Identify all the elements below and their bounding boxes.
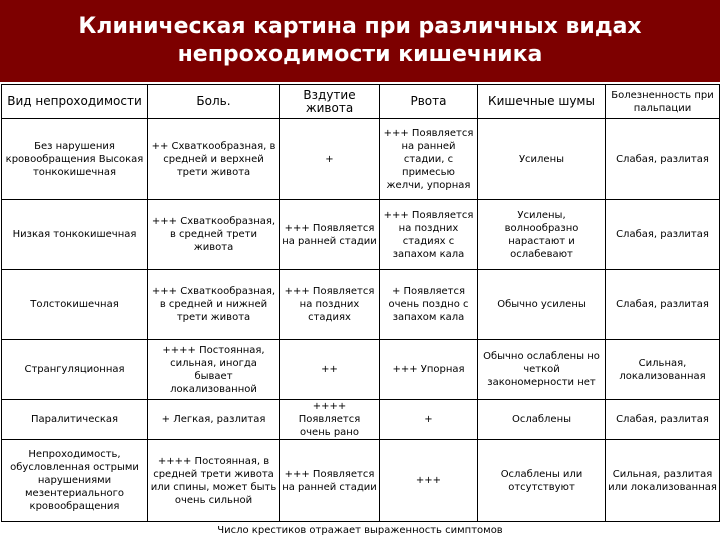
cell-type: Непроходимость, обусловленная острыми нарушениями мезентериального кровообращения bbox=[2, 440, 148, 522]
cell-bowel-sounds: Усилены, волнообразно нарастают и ослабевают bbox=[478, 200, 606, 270]
footnote: Число крестиков отражает выраженность симптомов bbox=[217, 525, 503, 536]
cell-bowel-sounds: Обычно ослаблены но четкой закономерности нет bbox=[478, 340, 606, 400]
symptoms-table bbox=[1, 84, 720, 522]
column-header-bowel-sounds: Кишечные шумы bbox=[478, 85, 606, 119]
cell-vomiting: + bbox=[380, 400, 478, 440]
table-row bbox=[2, 400, 720, 440]
cell-bowel-sounds: Ослаблены bbox=[478, 400, 606, 440]
cell-pain: ++ Схваткообразная, в средней и верхней трети живота bbox=[148, 119, 280, 200]
cell-pain: ++++ Постоянная, сильная, иногда бывает локализованной bbox=[148, 340, 280, 400]
table-row bbox=[2, 119, 720, 200]
cell-vomiting: +++ Появляется на ранней стадии, с примесью желчи, упорная bbox=[380, 119, 478, 200]
table-row bbox=[2, 270, 720, 340]
cell-type: Паралитическая bbox=[2, 400, 148, 440]
column-header-type: Вид непроходимости bbox=[2, 85, 148, 119]
page-title bbox=[78, 13, 641, 69]
cell-pain: ++++ Постоянная, в средней трети живота или спины, может быть очень сильной bbox=[148, 440, 280, 522]
cell-bloating: +++ Появляется на ранней стадии bbox=[280, 200, 380, 270]
title-line-2: непроходимости кишечника bbox=[177, 42, 543, 67]
table-row bbox=[2, 340, 720, 400]
cell-tenderness: Слабая, разлитая bbox=[606, 400, 720, 440]
cell-bowel-sounds: Ослаблены или отсутствуют bbox=[478, 440, 606, 522]
cell-pain: +++ Схваткообразная, в средней трети живота bbox=[148, 200, 280, 270]
cell-pain: +++ Схваткообразная, в средней и нижней трети живота bbox=[148, 270, 280, 340]
cell-tenderness: Слабая, разлитая bbox=[606, 270, 720, 340]
cell-bloating: +++ Появляется на поздних стадиях bbox=[280, 270, 380, 340]
column-header-vomiting: Рвота bbox=[380, 85, 478, 119]
column-header-bloating: Вздутие живота bbox=[280, 85, 380, 119]
table-row bbox=[2, 200, 720, 270]
title-line-1: Клиническая картина при различных видах bbox=[78, 14, 642, 39]
cell-vomiting: +++ Упорная bbox=[380, 340, 478, 400]
table-header-row bbox=[2, 85, 720, 119]
cell-tenderness: Слабая, разлитая bbox=[606, 200, 720, 270]
table-row bbox=[2, 440, 720, 522]
cell-bloating: + bbox=[280, 119, 380, 200]
cell-tenderness: Слабая, разлитая bbox=[606, 119, 720, 200]
cell-pain: + Легкая, разлитая bbox=[148, 400, 280, 440]
cell-vomiting: +++ Появляется на поздних стадиях с запахом кала bbox=[380, 200, 478, 270]
column-header-pain: Боль. bbox=[148, 85, 280, 119]
cell-bowel-sounds: Обычно усилены bbox=[478, 270, 606, 340]
cell-type: Без нарушения кровообращения Высокая тонкокишечная bbox=[2, 119, 148, 200]
cell-vomiting: + Появляется очень поздно с запахом кала bbox=[380, 270, 478, 340]
column-header-tenderness: Болезненность при пальпации bbox=[606, 85, 720, 119]
cell-vomiting: +++ bbox=[380, 440, 478, 522]
cell-bloating: ++ bbox=[280, 340, 380, 400]
cell-type: Толстокишечная bbox=[2, 270, 148, 340]
cell-type: Низкая тонкокишечная bbox=[2, 200, 148, 270]
cell-bowel-sounds: Усилены bbox=[478, 119, 606, 200]
cell-bloating: ++++ Появляется очень рано bbox=[280, 400, 380, 440]
cell-tenderness: Сильная, разлитая или локализованная bbox=[606, 440, 720, 522]
title-banner bbox=[0, 0, 720, 82]
cell-type: Странгуляционная bbox=[2, 340, 148, 400]
cell-tenderness: Сильная, локализованная bbox=[606, 340, 720, 400]
cell-bloating: +++ Появляется на ранней стадии bbox=[280, 440, 380, 522]
